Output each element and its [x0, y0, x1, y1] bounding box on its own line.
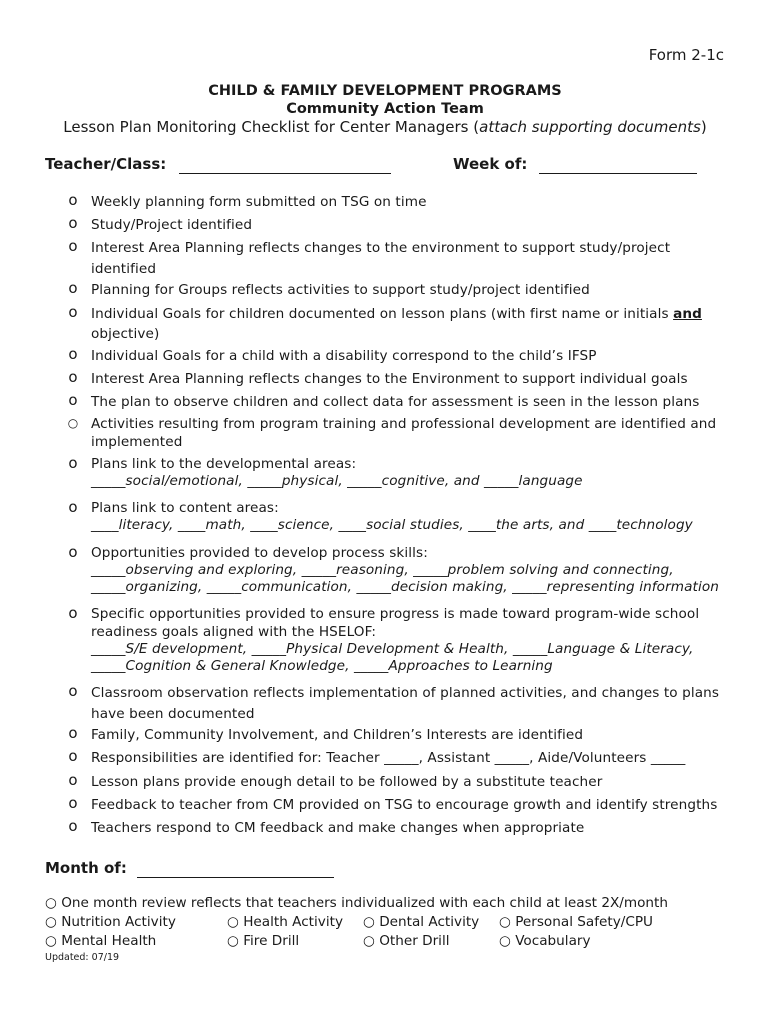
- checkbox-circle-icon[interactable]: o: [68, 191, 78, 209]
- month-of-label: Month of:: [45, 859, 127, 877]
- checkbox-circle-icon[interactable]: ○: [499, 914, 516, 930]
- checkbox-circle-icon[interactable]: ○: [363, 933, 380, 949]
- item-text: Study/Project identified: [91, 217, 253, 233]
- item-text: [91, 455, 731, 490]
- checkbox-circle-icon[interactable]: o: [68, 682, 78, 700]
- item-text-c: objective): [91, 326, 160, 342]
- checkbox-circle-icon[interactable]: o: [68, 237, 78, 255]
- checkbox-circle-icon[interactable]: o: [68, 771, 78, 789]
- org-title: CHILD & FAMILY DEVELOPMENT PROGRAMS: [208, 83, 562, 99]
- activity-check[interactable]: [499, 914, 653, 930]
- team-title: Community Action Team: [286, 101, 484, 117]
- checkbox-circle-icon[interactable]: ○: [67, 416, 79, 430]
- checkbox-circle-icon[interactable]: o: [68, 391, 78, 409]
- item-heading: Specific opportunities provided to ensure progress is made toward program-wide school readiness goals aligned with the HSELOF:: [91, 606, 700, 640]
- activity-check[interactable]: [45, 933, 156, 949]
- checkbox-circle-icon[interactable]: o: [68, 794, 78, 812]
- checkbox-circle-icon[interactable]: o: [68, 604, 78, 622]
- item-subline: _____S/E development, _____Physical Development & Health, _____Language & Literacy,: [91, 641, 694, 657]
- item-text-a: Individual Goals for children documented on lesson plans (with first name or initials: [91, 306, 674, 322]
- monthly-review-text: One month review reflects that teachers individualized with each child at least 2X/month: [61, 895, 668, 911]
- item-text: Planning for Groups reflects activities to support study/project identified: [91, 282, 590, 298]
- activity-check[interactable]: [45, 914, 176, 930]
- checkbox-circle-icon[interactable]: ○: [227, 933, 244, 949]
- item-subline: _____social/emotional, _____physical, _____cognitive, and _____language: [91, 473, 583, 489]
- item-heading: Opportunities provided to develop process skills:: [91, 545, 428, 561]
- checkbox-circle-icon[interactable]: o: [68, 747, 78, 765]
- checkbox-circle-icon[interactable]: o: [68, 817, 78, 835]
- item-text: [91, 605, 731, 675]
- checkbox-circle-icon[interactable]: o: [68, 345, 78, 363]
- item-text: Family, Community Involvement, and Children’s Interests are identified: [91, 727, 584, 743]
- checkbox-circle-icon[interactable]: o: [68, 454, 78, 472]
- checkbox-circle-icon[interactable]: ○: [45, 914, 62, 930]
- checkbox-circle-icon[interactable]: o: [68, 543, 78, 561]
- item-subline: _____organizing, _____communication, _____decision making, _____representing information: [91, 579, 719, 595]
- subtitle-italic: attach supporting documents: [479, 118, 701, 136]
- activity-check[interactable]: [227, 933, 299, 949]
- item-subline: ____literacy, ____math, ____science, ____social studies, ____the arts, and ____technology: [91, 517, 693, 533]
- monthly-review-item[interactable]: [45, 895, 668, 911]
- item-text: Lesson plans provide enough detail to be followed by a substitute teacher: [91, 774, 603, 790]
- activity-label: Other Drill: [379, 933, 450, 949]
- item-text: Teachers respond to CM feedback and make changes when appropriate: [91, 820, 585, 836]
- item-subline: _____observing and exploring, _____reasoning, _____problem solving and connecting,: [91, 562, 674, 578]
- checkbox-circle-icon[interactable]: ○: [363, 914, 380, 930]
- teacher-class-field[interactable]: [179, 173, 391, 174]
- checkbox-circle-icon[interactable]: o: [68, 214, 78, 232]
- activity-check[interactable]: [363, 933, 450, 949]
- item-text: Interest Area Planning reflects changes to the Environment to support individual goals: [91, 371, 688, 387]
- item-text: [91, 544, 731, 596]
- checkbox-circle-icon[interactable]: ○: [45, 895, 62, 911]
- document-subtitle: [0, 118, 770, 136]
- item-subline: _____Cognition & General Knowledge, _____Approaches to Learning: [91, 658, 553, 674]
- activity-check[interactable]: [499, 933, 591, 949]
- item-text: Individual Goals for a child with a disability correspond to the child’s IFSP: [91, 348, 597, 364]
- item-text: [91, 304, 731, 344]
- checkbox-circle-icon[interactable]: ○: [499, 933, 516, 949]
- item-heading: Plans link to the developmental areas:: [91, 456, 357, 472]
- checkbox-circle-icon[interactable]: o: [68, 303, 78, 321]
- checkbox-circle-icon[interactable]: o: [68, 724, 78, 742]
- item-text: Classroom observation reflects implementation of planned activities, and changes to plans have been documented: [91, 685, 720, 722]
- teacher-class-label: Teacher/Class:: [45, 155, 167, 173]
- subtitle-end: ): [700, 118, 707, 136]
- item-text-emphasis: and: [673, 306, 702, 322]
- activity-check[interactable]: [363, 914, 479, 930]
- checkbox-circle-icon[interactable]: ○: [227, 914, 244, 930]
- activity-label: Dental Activity: [379, 914, 480, 930]
- item-heading: Plans link to content areas:: [91, 500, 279, 516]
- checkbox-circle-icon[interactable]: o: [68, 368, 78, 386]
- activity-label: Health Activity: [243, 914, 343, 930]
- month-of-field[interactable]: [137, 877, 334, 878]
- week-of-label: Week of:: [453, 155, 528, 173]
- item-text: The plan to observe children and collect data for assessment is seen in the lesson plans: [91, 394, 700, 410]
- updated-date: Updated: 07/19: [45, 952, 120, 963]
- activity-label: Vocabulary: [515, 933, 591, 949]
- checkbox-circle-icon[interactable]: o: [68, 498, 78, 516]
- activity-label: Mental Health: [61, 933, 157, 949]
- activity-label: Fire Drill: [243, 933, 300, 949]
- item-text: Responsibilities are identified for: Teacher _____, Assistant _____, Aide/Volunteers _____: [91, 750, 686, 766]
- activity-label: Personal Safety/CPU: [515, 914, 653, 930]
- checkbox-circle-icon[interactable]: o: [68, 279, 78, 297]
- form-number: Form 2-1c: [648, 46, 724, 64]
- week-of-field[interactable]: [539, 173, 697, 174]
- item-text: Feedback to teacher from CM provided on TSG to encourage growth and identify strengths: [91, 797, 718, 813]
- checkbox-circle-icon[interactable]: ○: [45, 933, 62, 949]
- item-text: [91, 499, 731, 534]
- item-text: Weekly planning form submitted on TSG on time: [91, 194, 427, 210]
- subtitle-text: Lesson Plan Monitoring Checklist for Center Managers (: [63, 118, 480, 136]
- activity-label: Nutrition Activity: [61, 914, 176, 930]
- item-text: Interest Area Planning reflects changes to the environment to support study/project identified: [91, 240, 671, 277]
- activity-check[interactable]: [227, 914, 343, 930]
- item-text: Activities resulting from program training and professional development are identified and implemented: [91, 416, 717, 450]
